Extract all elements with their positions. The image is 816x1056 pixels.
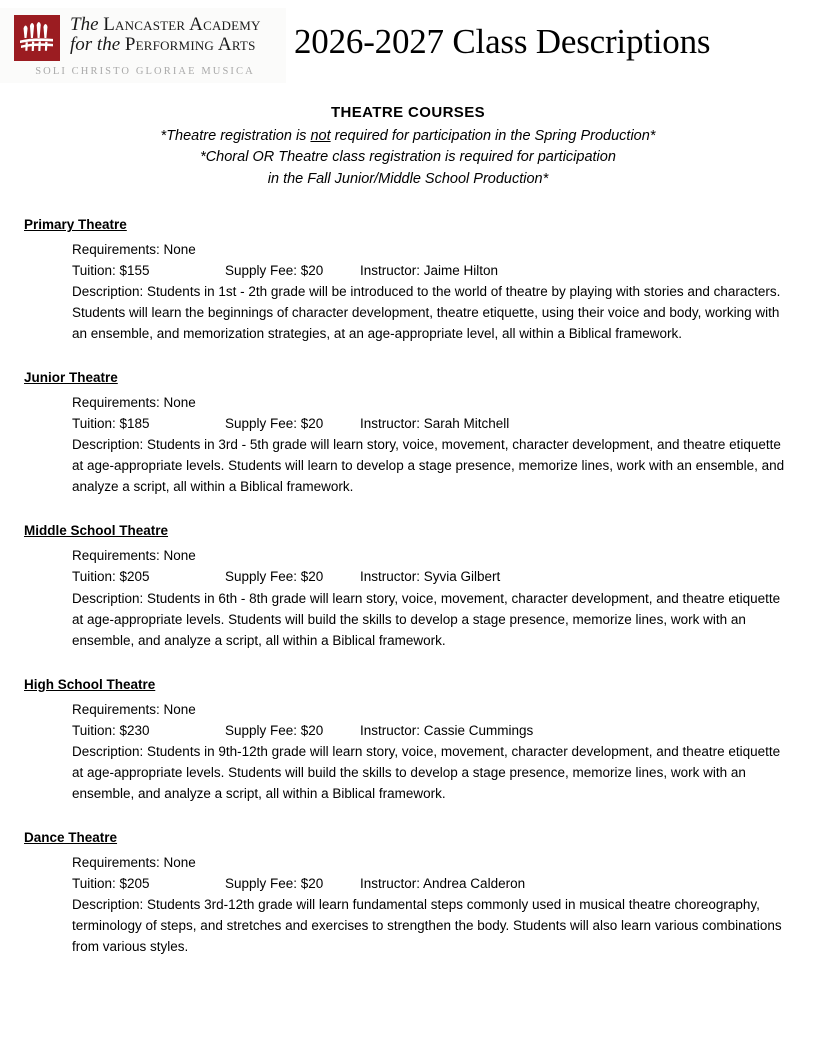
- intro-note-1-pre: *Theatre registration is: [160, 128, 311, 144]
- logo-tagline: SOLI CHRISTO GLORIAE MUSICA: [35, 66, 255, 77]
- logo-line-1-caps: Lancaster Academy: [103, 14, 261, 35]
- course-description: Description: Students in 6th - 8th grade will learn story, voice, movement, character development, and theatre etiquette at age-appropriate levels. Students will build the skills to develop a stage presence, memorize lines, work with an ensemble, and analyze a script, all within a Biblical framework.: [72, 590, 781, 648]
- course-instructor: Instructor: Jaime Hilton: [360, 262, 499, 278]
- course-title: High School Theatre: [24, 676, 156, 692]
- course-supply-fee: Supply Fee: $20: [225, 416, 324, 432]
- course-entry: [24, 676, 790, 804]
- course-description: Description: Students in 9th-12th grade will learn story, voice, movement, character development, and theatre etiquette at age-appropriate levels. Students will build the skills to develop a stage presence, memorize lines, work with an ensemble, and analyze a script, all within a Biblical framework.: [72, 743, 781, 801]
- course-description: Description: Students 3rd-12th grade will learn fundamental steps commonly used in musical theatre choreography, terminology of steps, and stretches and exercises to strengthen the body. Students will also learn various combinations from various styles.: [72, 896, 782, 955]
- academy-logo: [0, 8, 286, 83]
- course-supply-fee: Supply Fee: $20: [225, 722, 324, 738]
- course-details: [24, 852, 790, 957]
- course-supply-fee: Supply Fee: $20: [225, 262, 324, 278]
- course-instructor: Instructor: Sarah Mitchell: [360, 416, 510, 432]
- crown-staff-logo-icon: [14, 15, 60, 61]
- course-details: [24, 392, 790, 497]
- intro-note-line-1: [0, 126, 816, 147]
- course-title: Middle School Theatre: [24, 523, 169, 539]
- logo-line-2-italic: for the: [70, 34, 121, 56]
- logo-line-1-italic: The: [70, 14, 99, 35]
- course-tuition: Tuition: $205: [72, 569, 150, 585]
- course-title: Junior Theatre: [24, 370, 118, 386]
- course-fee-row: [72, 873, 790, 894]
- course-fee-row: [72, 720, 790, 741]
- section-heading-theatre-courses: THEATRE COURSES: [330, 104, 486, 121]
- course-tuition: Tuition: $185: [72, 416, 150, 432]
- course-title: Dance Theatre: [24, 829, 118, 845]
- course-instructor: Instructor: Cassie Cummings: [360, 722, 534, 738]
- course-requirements: Requirements: None: [72, 854, 196, 870]
- course-requirements: Requirements: None: [72, 548, 196, 564]
- course-requirements: Requirements: None: [72, 701, 196, 717]
- intro-block: [0, 104, 816, 190]
- course-instructor: Instructor: Andrea Calderon: [360, 875, 526, 891]
- course-entry: [24, 522, 790, 650]
- course-details: [24, 699, 790, 804]
- course-description: Description: Students in 3rd - 5th grade will learn story, voice, movement, character development, and theatre etiquette at age-appropriate levels. Students will learn to develop a stage presence, memorize lines, work with an ensemble, and analyze a script, all within a Biblical framework.: [72, 437, 785, 495]
- course-supply-fee: Supply Fee: $20: [225, 875, 324, 891]
- course-fee-row: [72, 566, 790, 587]
- logo-line-2: [70, 35, 261, 55]
- course-list: [0, 216, 816, 957]
- intro-note-1-emphasis: not: [310, 128, 331, 144]
- logo-wordmark: [70, 14, 261, 55]
- course-tuition: Tuition: $155: [72, 262, 150, 278]
- intro-note-1-post: required for participation in the Spring Production*: [330, 128, 656, 144]
- course-tuition: Tuition: $230: [72, 722, 150, 738]
- course-tuition: Tuition: $205: [72, 875, 150, 891]
- course-requirements: Requirements: None: [72, 241, 196, 257]
- logo-row: [14, 14, 276, 61]
- page-header: [0, 0, 816, 86]
- course-entry: [24, 369, 790, 497]
- intro-note-line-3: in the Fall Junior/Middle School Production*: [267, 170, 549, 187]
- course-fee-row: [72, 413, 790, 434]
- course-details: [24, 545, 790, 650]
- logo-line-1: [70, 15, 261, 35]
- course-entry: [24, 216, 790, 344]
- course-title: Primary Theatre: [24, 216, 127, 232]
- course-description: Description: Students in 1st - 2th grade will be introduced to the world of theatre by playing with stories and characters. Students will learn the beginnings of character development, theatre etiquette, using their voice and body, working with an ensemble, and memorization strategies, at an age-appropriate level, all within a Biblical framework.: [72, 284, 781, 342]
- course-supply-fee: Supply Fee: $20: [225, 569, 324, 585]
- course-instructor: Instructor: Syvia Gilbert: [360, 569, 501, 585]
- course-details: [24, 239, 790, 344]
- course-fee-row: [72, 260, 790, 281]
- logo-line-2-caps: Performing Arts: [124, 34, 256, 56]
- intro-note-line-2: *Choral OR Theatre class registration is required for participation: [200, 149, 616, 166]
- course-requirements: Requirements: None: [72, 395, 196, 411]
- page-title: 2026-2027 Class Descriptions: [294, 22, 711, 61]
- course-entry: [24, 829, 790, 957]
